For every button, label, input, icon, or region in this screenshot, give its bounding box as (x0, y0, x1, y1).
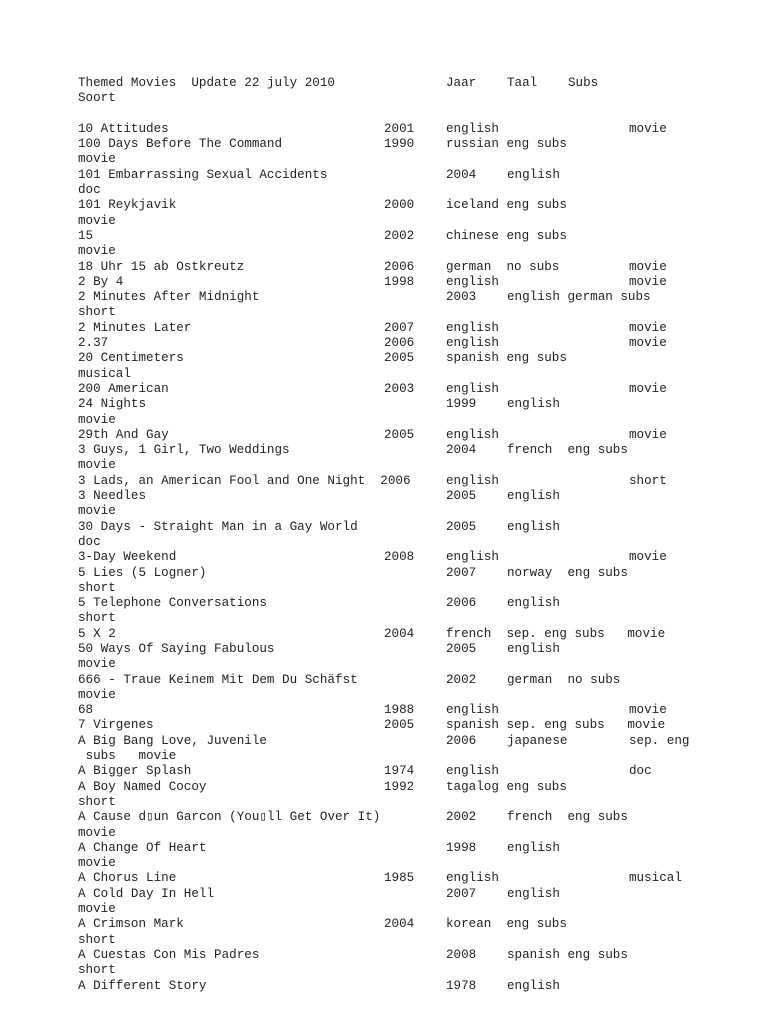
line-cell: movie (629, 550, 667, 565)
list-line (78, 963, 758, 978)
line-cell: musical (629, 871, 682, 886)
list-line (78, 948, 758, 963)
line-cell: 30 Days - Straight Man in a Gay World (78, 519, 358, 534)
list-line (78, 336, 758, 351)
line-cell: tagalog eng subs (446, 779, 567, 794)
line-cell: 2005 (384, 427, 415, 442)
list-line (78, 458, 758, 473)
line-cell: 100 Days Before The Command (78, 137, 283, 152)
list-line (78, 749, 758, 764)
header-row (78, 76, 758, 91)
list-line (78, 504, 758, 519)
line-cell: english (507, 840, 560, 855)
line-cell: A Change Of Heart (78, 840, 207, 855)
line-cell: 2 Minutes Later (78, 320, 192, 335)
line-cell: movie (78, 458, 116, 473)
line-cell: movie (629, 336, 667, 351)
list-line (78, 856, 758, 871)
line-cell: french eng subs (507, 443, 628, 458)
line-cell: 200 American (78, 381, 169, 396)
line-cell: english (446, 381, 499, 396)
line-cell: 24 Nights (78, 397, 147, 412)
list-line (78, 152, 758, 167)
list-line (78, 734, 758, 749)
list-line (78, 611, 758, 626)
line-cell: 1998 (384, 274, 415, 289)
line-cell: 1988 (384, 703, 415, 718)
line-cell: 7 Virgenes (78, 718, 154, 733)
line-cell: 2006 (446, 596, 477, 611)
list-line (78, 137, 758, 152)
line-cell: movie (78, 902, 116, 917)
line-cell: movie (78, 244, 116, 259)
line-cell: 5 Lies (5 Logner) (78, 565, 207, 580)
list-line (78, 321, 758, 336)
list-line (78, 657, 758, 672)
list-line (78, 474, 758, 489)
line-cell: subs movie (78, 749, 177, 764)
list-line (78, 428, 758, 443)
line-cell: 2 Minutes After Midnight (78, 290, 260, 305)
document-title: Themed Movies Update 22 july 2010 (78, 76, 335, 90)
line-cell: A Cause d▯un Garcon (You▯ll Get Over It) (78, 810, 381, 825)
line-cell: 2007 (446, 886, 477, 901)
line-cell: english (507, 397, 560, 412)
list-line (78, 566, 758, 581)
line-cell: short (78, 611, 116, 626)
list-line (78, 290, 758, 305)
list-line (78, 260, 758, 275)
line-cell: 2005 (446, 489, 477, 504)
line-cell: 2008 (384, 550, 415, 565)
line-cell: 18 Uhr 15 ab Ostkreutz (78, 259, 245, 274)
list-line (78, 397, 758, 412)
line-cell: 2005 (446, 519, 477, 534)
line-cell: 68 (78, 703, 94, 718)
line-cell: english (446, 336, 499, 351)
line-cell: 2.37 (78, 336, 109, 351)
list-line (78, 688, 758, 703)
line-cell: doc (78, 534, 101, 549)
line-cell: 101 Embarrassing Sexual Accidents (78, 167, 328, 182)
line-cell: 3 Needles (78, 489, 147, 504)
line-cell: 2005 (446, 641, 477, 656)
line-cell: movie (78, 687, 116, 702)
line-cell: short (78, 580, 116, 595)
line-cell: english german subs (507, 290, 651, 305)
list-line (78, 229, 758, 244)
line-cell: 2004 (384, 626, 415, 641)
line-cell: english (507, 489, 560, 504)
list-line (78, 168, 758, 183)
line-cell: movie (629, 274, 667, 289)
list-line (78, 902, 758, 917)
line-cell: movie (629, 259, 667, 274)
list-line (78, 841, 758, 856)
line-cell: movie (78, 825, 116, 840)
list-line (78, 826, 758, 841)
line-cell: A Different Story (78, 978, 207, 993)
line-cell: english (446, 764, 499, 779)
header-row-wrap (78, 91, 758, 106)
line-cell: movie (78, 213, 116, 228)
line-cell: english (507, 978, 560, 993)
line-cell: 2008 (446, 947, 477, 962)
line-cell: 2004 (384, 917, 415, 932)
line-cell: spanish eng subs (507, 947, 628, 962)
line-cell: short (78, 963, 116, 978)
line-cell: korean eng subs (446, 917, 567, 932)
line-cell: 2001 (384, 121, 415, 136)
list-line (78, 244, 758, 259)
column-header-taal: Taal (507, 76, 538, 90)
list-line (78, 795, 758, 810)
line-cell: 2005 (384, 718, 415, 733)
line-cell: movie (78, 504, 116, 519)
line-cell: 2004 (446, 167, 477, 182)
line-cell: norway eng subs (507, 565, 628, 580)
line-cell: doc (78, 183, 101, 198)
line-cell: 1978 (446, 978, 477, 993)
line-cell: 20 Centimeters (78, 351, 184, 366)
list-line (78, 520, 758, 535)
line-cell: 2002 (384, 228, 415, 243)
movie-list (78, 122, 758, 994)
line-cell: musical (78, 366, 131, 381)
column-header-subs: Subs (568, 76, 599, 90)
list-line (78, 979, 758, 994)
list-line (78, 489, 758, 504)
line-cell: short (78, 305, 116, 320)
line-cell: chinese eng subs (446, 228, 567, 243)
list-line (78, 367, 758, 382)
line-cell: english (446, 473, 499, 488)
line-cell: 2002 (446, 672, 477, 687)
column-header-soort: Soort (78, 91, 116, 106)
line-cell: 15 (78, 228, 94, 243)
line-cell: 2000 (384, 198, 415, 213)
line-cell: movie (629, 381, 667, 396)
line-cell: 3-Day Weekend (78, 550, 177, 565)
list-line (78, 642, 758, 657)
line-cell: 2006 (384, 259, 415, 274)
list-line (78, 214, 758, 229)
line-cell: 1992 (384, 779, 415, 794)
column-header-jaar: Jaar (446, 76, 477, 90)
line-cell: 1998 (446, 840, 477, 855)
line-cell: english (446, 550, 499, 565)
line-cell: spanish eng subs (446, 351, 567, 366)
line-cell: iceland eng subs (446, 198, 567, 213)
line-cell: movie (629, 121, 667, 136)
list-line (78, 887, 758, 902)
list-line (78, 933, 758, 948)
line-cell: russian eng subs (446, 137, 567, 152)
list-line (78, 810, 758, 825)
line-cell: movie (78, 856, 116, 871)
line-cell: movie (78, 152, 116, 167)
list-line (78, 627, 758, 642)
list-line (78, 413, 758, 428)
line-cell: german no subs (507, 672, 621, 687)
list-line (78, 764, 758, 779)
line-cell: 3 Guys, 1 Girl, Two Weddings (78, 443, 290, 458)
line-cell: 1985 (384, 871, 415, 886)
spacer (78, 107, 758, 122)
line-cell: A Chorus Line (78, 871, 177, 886)
line-cell: movie (78, 412, 116, 427)
line-cell: french eng subs (507, 810, 628, 825)
list-line (78, 780, 758, 795)
list-line (78, 596, 758, 611)
line-cell: 5 Telephone Conversations (78, 596, 267, 611)
list-line (78, 535, 758, 550)
line-cell: 10 Attitudes (78, 121, 169, 136)
document-page (78, 76, 758, 994)
line-cell: short (629, 473, 667, 488)
list-line (78, 703, 758, 718)
line-cell: japanese (507, 733, 568, 748)
line-cell: english (507, 519, 560, 534)
list-line (78, 443, 758, 458)
list-line (78, 718, 758, 733)
line-cell: 50 Ways Of Saying Fabulous (78, 641, 275, 656)
line-cell: english (446, 871, 499, 886)
line-cell: 2006 (446, 733, 477, 748)
line-cell: english (507, 167, 560, 182)
list-line (78, 871, 758, 886)
line-cell: movie (629, 427, 667, 442)
line-cell: A Crimson Mark (78, 917, 184, 932)
list-line (78, 917, 758, 932)
list-line (78, 581, 758, 596)
line-cell: 1990 (384, 137, 415, 152)
line-cell: english (446, 274, 499, 289)
line-cell: spanish sep. eng subs movie (446, 718, 666, 733)
line-cell: doc (629, 764, 652, 779)
line-cell: 2004 (446, 443, 477, 458)
line-cell: german no subs (446, 259, 560, 274)
line-cell: 2006 (384, 336, 415, 351)
list-line (78, 305, 758, 320)
line-cell: english (446, 427, 499, 442)
line-cell: movie (629, 703, 667, 718)
list-line (78, 351, 758, 366)
line-cell: movie (78, 657, 116, 672)
line-cell: english (507, 641, 560, 656)
line-cell: 2002 (446, 810, 477, 825)
list-line (78, 550, 758, 565)
line-cell: A Boy Named Cocoy (78, 779, 207, 794)
line-cell: english (446, 320, 499, 335)
line-cell: 2003 (384, 381, 415, 396)
line-cell: A Cuestas Con Mis Padres (78, 947, 260, 962)
list-line (78, 198, 758, 213)
line-cell: 5 X 2 (78, 626, 116, 641)
line-cell: english (507, 596, 560, 611)
line-cell: 101 Reykjavik (78, 198, 177, 213)
line-cell: english (507, 886, 560, 901)
line-cell: 29th And Gay (78, 427, 169, 442)
line-cell: short (78, 794, 116, 809)
line-cell: A Cold Day In Hell (78, 886, 215, 901)
line-cell: 3 Lads, an American Fool and One Night 2006 (78, 473, 411, 488)
list-line (78, 183, 758, 198)
line-cell: A Bigger Splash (78, 764, 192, 779)
line-cell: english (446, 121, 499, 136)
line-cell: 1974 (384, 764, 415, 779)
list-line (78, 275, 758, 290)
line-cell: 1999 (446, 397, 477, 412)
line-cell: 2003 (446, 290, 477, 305)
line-cell: movie (629, 320, 667, 335)
line-cell: 2007 (384, 320, 415, 335)
line-cell: 2007 (446, 565, 477, 580)
list-line (78, 382, 758, 397)
line-cell: french sep. eng subs movie (446, 626, 666, 641)
line-cell: english (446, 703, 499, 718)
line-cell: 2005 (384, 351, 415, 366)
line-cell: sep. eng (629, 733, 690, 748)
line-cell: short (78, 932, 116, 947)
line-cell: 666 - Traue Keinem Mit Dem Du Schäfst (78, 672, 358, 687)
list-line (78, 122, 758, 137)
line-cell: A Big Bang Love, Juvenile (78, 733, 267, 748)
list-line (78, 673, 758, 688)
line-cell: 2 By 4 (78, 274, 124, 289)
